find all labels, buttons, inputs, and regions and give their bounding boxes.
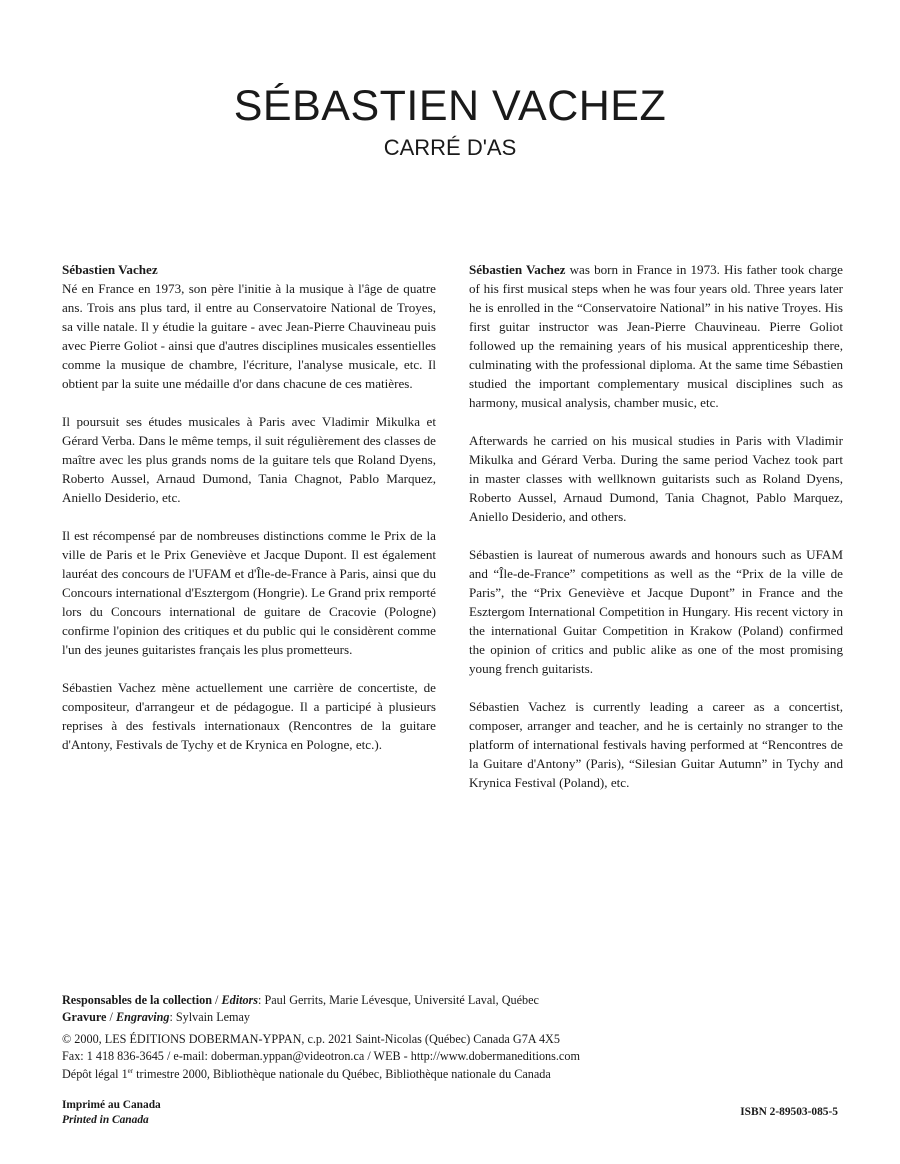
engraving-separator: / [106,1010,116,1025]
legal-superscript: er [127,1066,134,1075]
printed-in [62,1098,161,1128]
bio-fr-paragraph-3: Il est récompensé par de nombreuses distinctions comme le Prix de la ville de Paris et le Prix Geneviève et Jacque Dupont. Il est également lauréat des concours de l'UFAM et d'Île-de-France à Paris, ainsi que du Concours international d'Esztergom (Hongrie). Le Grand prix remporté lors du Concours international de guitare de Cracovie (Pologne) confirme l'opinion des critiques et du public qui le considèrent comme l'un des jeunes guitaristes français les plus prometteurs. [62,528,436,657]
bio-fr-paragraph-1 [62,260,436,393]
editors-line [62,992,862,1009]
bio-fr-name-heading: Sébastien Vachez [62,262,158,277]
engraving-line [62,1009,862,1026]
bio-fr-paragraph-2: Il poursuit ses études musicales à Paris avec Vladimir Mikulka et Gérard Verba. Dans le même temps, il suit régulièrement des classes de maître avec les plus grands noms de la guitare tels que Roland Dyens, Roberto Aussel, Arnaud Dumond, Tania Chagnot, Pablo Marquez, Aniello Desiderio, etc. [62,414,436,505]
copyright-line: © 2000, LES ÉDITIONS DOBERMAN-YPPAN, c.p. 2021 Saint-Nicolas (Québec) Canada G7A 4X5 [62,1031,560,1046]
page-title: SÉBASTIEN VACHEZ [233,82,667,130]
legal-suffix: trimestre 2000, Bibliothèque nationale du Québec, Bibliothèque nationale du Canada [133,1066,551,1081]
bio-fr-text-1: Né en France en 1973, son père l'initie à la musique à l'âge de quatre ans. Trois ans plus tard, il entre au Conservatoire National de Troyes, sa ville natale. Il y étudie la guitare - avec Jean-Pierre Chauvineau puis avec Pierre Goliot - ainsi que d'autres disciplines musicales essentielles comme la musique de chambre, l'écriture, l'analyse musicale, etc. Il obtient par la suite une médaille d'or dans chacune de ces matières. [62,281,436,391]
legal-prefix: Dépôt légal 1 [62,1066,128,1081]
bio-en-paragraph-2: Afterwards he carried on his musical studies in Paris with Vladimir Mikulka and Gérard Verba. During the same period Vachez took part in master classes with wellknown guitarists such as Roland Dyens, Roberto Aussel, Arnaud Dumond, Tania Chagnot, Pablo Marquez, Aniello Desiderio, and others. [469,433,843,524]
printed-en: Printed in Canada [62,1114,149,1126]
bio-fr-paragraph-4: Sébastien Vachez mène actuellement une carrière de concertiste, de compositeur, d'arrangeur et de pédagogue. Il a participé à plusieurs reprises à des festivals internationaux (Rencontres de la guitare d'Antony, Festivals de Tychy et de Krynica en Pologne, etc.). [62,680,436,752]
bio-en-paragraph-1 [469,260,843,412]
engraving-label-en: Engraving [115,1010,170,1025]
engraving-value: : Sylvain Lemay [169,1010,251,1025]
editors-value: : Paul Gerrits, Marie Lévesque, Université Laval, Québec [258,993,539,1007]
bio-en-paragraph-4: Sébastien Vachez is currently leading a career as a concertist, composer, arranger and teacher, and he is certainly no stranger to the platform of international festivals having performed at “Rencontres de la Guitare d'Antony” (Paris), “Silesian Guitar Autumn” in Tychy and Krynica Festival (Poland), etc. [469,699,843,790]
editors-label-en: Editors [221,993,259,1007]
printed-fr: Imprimé au Canada [62,1099,161,1111]
engraving-label-fr: Gravure [62,1010,107,1025]
editors-label-fr: Responsables de la collection [62,993,212,1007]
bio-en-paragraph-3: Sébastien is laureat of numerous awards and honours such as UFAM and “Île-de-France” competitions as well as the “Prix de la ville de Paris”, the “Prix Geneviève et Jacque Dupont” in France and the Esztergom International Competition in Hungary. His recent victory in the international Guitar Competition in Krakow (Poland) confirmed the opinion of critics and public alike as one of the most promising young french guitarists. [469,547,843,676]
header [0,80,900,162]
bio-en-name: Sébastien Vachez [469,262,566,277]
bio-french-column [62,260,436,773]
legal-deposit-line [62,1066,862,1083]
contact-line: Fax: 1 418 836-3645 / e-mail: doberman.yppan@videotron.ca / WEB - http://www.dobermaneditions.com [62,1049,580,1064]
page-subtitle: CARRÉ D'AS [383,135,517,160]
isbn: ISBN 2-89503-085-5 [740,1106,838,1118]
bio-english-column [469,260,843,811]
publisher-credits [62,992,862,1083]
bio-en-text-1: was born in France in 1973. His father took charge of his first musical steps when he was four years old. Three years later he is enrolled in the “Conservatoire National” in his native Troyes. His first guitar instructor was Jean-Pierre Chauvineau. Pierre Goliot followed up the remaining years of his musical apprenticeship there, culminating with the professional diploma. At the same time Sébastien studied the important complementary musical disciplines such as harmony, musical analysis, chamber music, etc. [469,262,843,410]
editors-separator: / [211,993,222,1007]
